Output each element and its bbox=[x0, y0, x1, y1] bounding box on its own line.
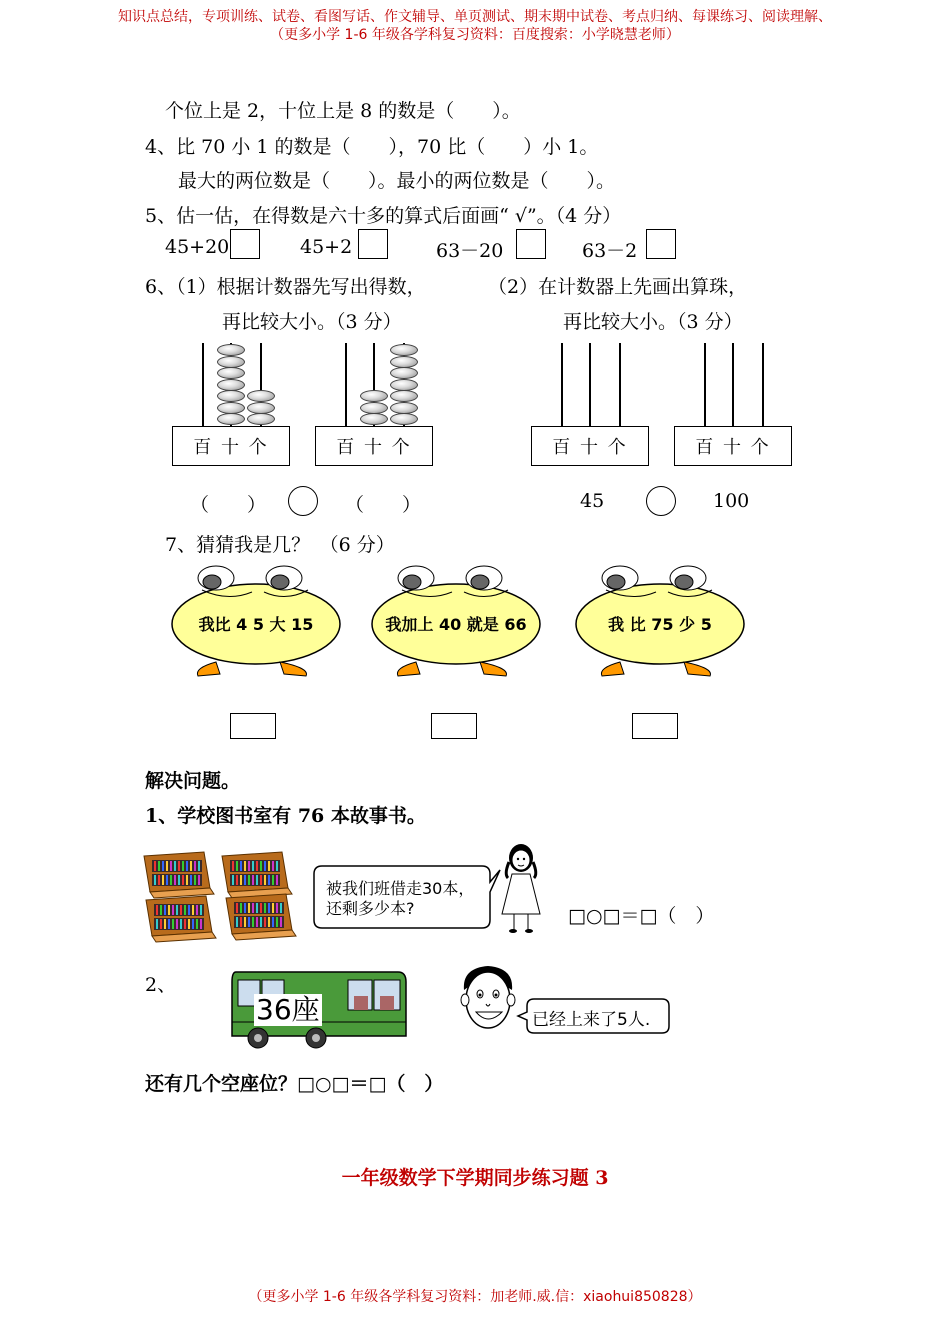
q5-answer-box-4[interactable] bbox=[646, 229, 676, 259]
q4-line-2: 最大的两位数是（ ）。最小的两位数是（ ）。 bbox=[178, 170, 616, 192]
abacus-place-label: 百 十 个 bbox=[172, 426, 290, 466]
q6-part1-line2: 再比较大小。（3 分） bbox=[222, 311, 402, 333]
abacus-rod bbox=[762, 343, 764, 426]
footer-text: （更多小学 1-6 年级各学科复习资料：加老师.威.信：xiaohui850828） bbox=[248, 1289, 702, 1305]
q7-title: 7、猜猜我是几？ （6 分） bbox=[165, 534, 395, 556]
q5-answer-box-2[interactable] bbox=[358, 229, 388, 259]
abacus-bead bbox=[360, 413, 388, 425]
q7-answer-box-2[interactable] bbox=[431, 713, 477, 739]
header-line-2: （更多小学 1-6 年级各学科复习资料：百度搜索：小学晓慧老师） bbox=[270, 27, 680, 43]
creature-clue-1: 我比 4 5 大 15 bbox=[198, 615, 314, 634]
abacus-bead bbox=[217, 379, 245, 391]
q6-part1-line1: 6、（1）根据计数器先写出得数， bbox=[145, 276, 426, 298]
boy-icon bbox=[456, 962, 520, 1042]
abacus-rod bbox=[202, 343, 204, 426]
q3-line: 个位上是 2，十位上是 8 的数是（ ）。 bbox=[165, 100, 521, 122]
abacus-bead bbox=[390, 413, 418, 425]
abacus-bead bbox=[217, 402, 245, 414]
bus-seat-label: 36座 bbox=[256, 993, 320, 1026]
abacus-bead bbox=[390, 367, 418, 379]
q5-item-2: 45+2 bbox=[300, 236, 353, 258]
abacus-bead bbox=[217, 390, 245, 402]
q5-item-3: 63－20 bbox=[436, 240, 504, 262]
problem-1-formula: □○□＝□（ ） bbox=[568, 905, 715, 927]
q6-part2-line2: 再比较大小。（3 分） bbox=[563, 311, 743, 333]
q6-part2-line1: （2）在计数器上先画出算珠， bbox=[488, 276, 748, 298]
abacus-rod bbox=[589, 343, 591, 426]
abacus-bead bbox=[247, 402, 275, 414]
header-line-1: 知识点总结，专项训练、试卷、看图写话、作文辅导、单页测试、期末期中试卷、考点归纳、每课练习、阅读理解、 bbox=[118, 9, 832, 25]
abacus-bead bbox=[390, 390, 418, 402]
abacus-place-label: 百 十 个 bbox=[315, 426, 433, 466]
q6-blank-right: （ ） bbox=[345, 494, 422, 516]
abacus-bead bbox=[217, 356, 245, 368]
q4-line-1: 4、比 70 小 1 的数是（ ），70 比（ ）小 1。 bbox=[145, 136, 599, 158]
solve-heading: 解决问题。 bbox=[145, 770, 241, 792]
abacus-place-label: 百 十 个 bbox=[531, 426, 649, 466]
abacus-rod bbox=[561, 343, 563, 426]
abacus-bead bbox=[390, 344, 418, 356]
abacus-bead bbox=[247, 390, 275, 402]
problem-1-text: 1、学校图书室有 76 本故事书。 bbox=[145, 805, 426, 827]
abacus-bead bbox=[247, 413, 275, 425]
abacus-bead bbox=[360, 402, 388, 414]
abacus-bead bbox=[390, 379, 418, 391]
q6-num-left: 45 bbox=[580, 490, 605, 512]
abacus-bead bbox=[360, 390, 388, 402]
abacus-rod bbox=[619, 343, 621, 426]
abacus-bead bbox=[390, 356, 418, 368]
q5-title: 5、估一估，在得数是六十多的算式后面画“ √”。（4 分） bbox=[145, 205, 622, 227]
abacus-bead bbox=[217, 367, 245, 379]
abacus-place-label: 百 十 个 bbox=[674, 426, 792, 466]
problem-2-label: 2、 bbox=[145, 974, 177, 996]
creature-clue-2: 我加上 40 就是 66 bbox=[385, 615, 527, 634]
q5-answer-box-1[interactable] bbox=[230, 229, 260, 259]
abacus-rod bbox=[732, 343, 734, 426]
girl-icon bbox=[496, 840, 546, 936]
speech-text-2: 已经上来了5人. bbox=[532, 1010, 651, 1030]
problem-2-question: 还有几个空座位？□○□＝□（ ） bbox=[145, 1073, 444, 1095]
q6-num-right: 100 bbox=[713, 490, 750, 512]
speech-text-1: 被我们班借走30本，还剩多少本? bbox=[326, 879, 475, 918]
abacus-bead bbox=[217, 344, 245, 356]
compare-circle-1[interactable] bbox=[288, 486, 318, 516]
compare-circle-2[interactable] bbox=[646, 486, 676, 516]
q7-answer-box-3[interactable] bbox=[632, 713, 678, 739]
q6-blank-left: （ ） bbox=[190, 494, 267, 516]
section-title: 一年级数学下学期同步练习题 3 bbox=[341, 1167, 609, 1189]
abacus-rod bbox=[704, 343, 706, 426]
abacus-bead bbox=[217, 413, 245, 425]
abacus-bead bbox=[390, 402, 418, 414]
q5-answer-box-3[interactable] bbox=[516, 229, 546, 259]
q5-item-1: 45+20 bbox=[165, 236, 230, 258]
creature-clue-3: 我 比 75 少 5 bbox=[608, 615, 712, 634]
q5-item-4: 63－2 bbox=[582, 240, 638, 262]
abacus-rod bbox=[345, 343, 347, 426]
q7-answer-box-1[interactable] bbox=[230, 713, 276, 739]
bookshelves-icon bbox=[140, 848, 310, 944]
